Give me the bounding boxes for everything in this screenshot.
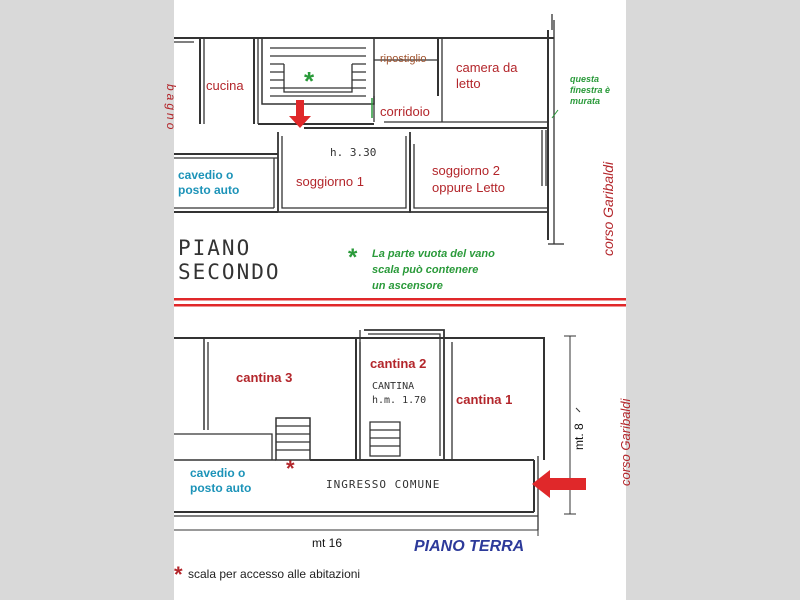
floor-separator-top bbox=[174, 298, 626, 301]
note-star: * bbox=[348, 244, 358, 271]
room-label-cucina: cucina bbox=[206, 78, 244, 93]
elevator-note-line-3: un ascensore bbox=[372, 280, 443, 292]
depth-dimension: mt. 8 bbox=[572, 423, 586, 450]
room-label-cantina-2: cantina 2 bbox=[370, 356, 427, 371]
cantina-stamp bbox=[372, 380, 426, 408]
room-label-corridoio: corridoio bbox=[380, 104, 430, 119]
room-label-ripostiglio: ripostiglio bbox=[380, 53, 427, 65]
floor-separator-bottom bbox=[174, 304, 626, 307]
ground-stair bbox=[276, 418, 310, 460]
room-label-soggiorno-2 bbox=[432, 162, 505, 196]
cavedio-ground-line-1: cavedio o bbox=[190, 466, 246, 480]
legend-star: * bbox=[174, 562, 183, 587]
cavedio-second-floor bbox=[178, 168, 239, 198]
cavedio-second-line-1: cavedio o bbox=[178, 168, 234, 182]
room-label-soggiorno-1: soggiorno 1 bbox=[296, 174, 364, 189]
street-label-second: corso Garibaldi bbox=[600, 161, 616, 256]
room-label-cantina-3: cantina 3 bbox=[236, 370, 293, 385]
elevator-space-star: * bbox=[304, 66, 315, 96]
soggiorno-2-line-2: oppure Letto bbox=[432, 180, 506, 195]
legend-text: scala per accesso alle abitazioni bbox=[188, 567, 361, 581]
ground-floor-title: PIANO TERRA bbox=[414, 538, 525, 555]
entry-arrow-ground-floor bbox=[532, 470, 586, 498]
camera-line-2: letto bbox=[456, 76, 481, 91]
cavedio-ground-line-2: posto auto bbox=[190, 481, 252, 495]
second-floor-title bbox=[178, 236, 281, 284]
room-label-cantina-1: cantina 1 bbox=[456, 392, 513, 407]
window-note-line-3: murata bbox=[570, 96, 601, 106]
window-note bbox=[570, 74, 610, 107]
cantina-stamp-line-2: h.m. 1.70 bbox=[372, 395, 427, 406]
room-label-bagno: bagno bbox=[164, 84, 178, 133]
window-note-line-2: finestra è bbox=[570, 85, 611, 95]
width-dimension: mt 16 bbox=[312, 536, 343, 550]
stair-star: * bbox=[286, 456, 295, 481]
street-label-ground: corso Garibaldi bbox=[618, 398, 633, 486]
room-label-camera bbox=[456, 60, 517, 92]
ceiling-height-second: h. 3.30 bbox=[330, 146, 377, 159]
window-note-line-1: questa bbox=[570, 74, 600, 84]
second-floor-title-line-2: SECONDO bbox=[178, 260, 281, 284]
floor-plan-sheet bbox=[164, 0, 633, 600]
camera-line-1: camera da bbox=[456, 60, 518, 75]
elevator-note-line-2: scala può contenere bbox=[372, 264, 479, 276]
cantina-stamp-line-1: CANTINA bbox=[372, 381, 415, 392]
elevator-note-line-1: La parte vuota del vano bbox=[372, 248, 495, 260]
soggiorno-2-line-1: soggiorno 2 bbox=[432, 163, 500, 178]
cavedio-ground-floor bbox=[190, 466, 251, 496]
room-label-ingresso: INGRESSO COMUNE bbox=[326, 478, 441, 491]
cavedio-second-line-2: posto auto bbox=[178, 183, 240, 197]
second-floor-title-line-1: PIANO bbox=[178, 236, 252, 260]
elevator-note bbox=[372, 246, 495, 294]
